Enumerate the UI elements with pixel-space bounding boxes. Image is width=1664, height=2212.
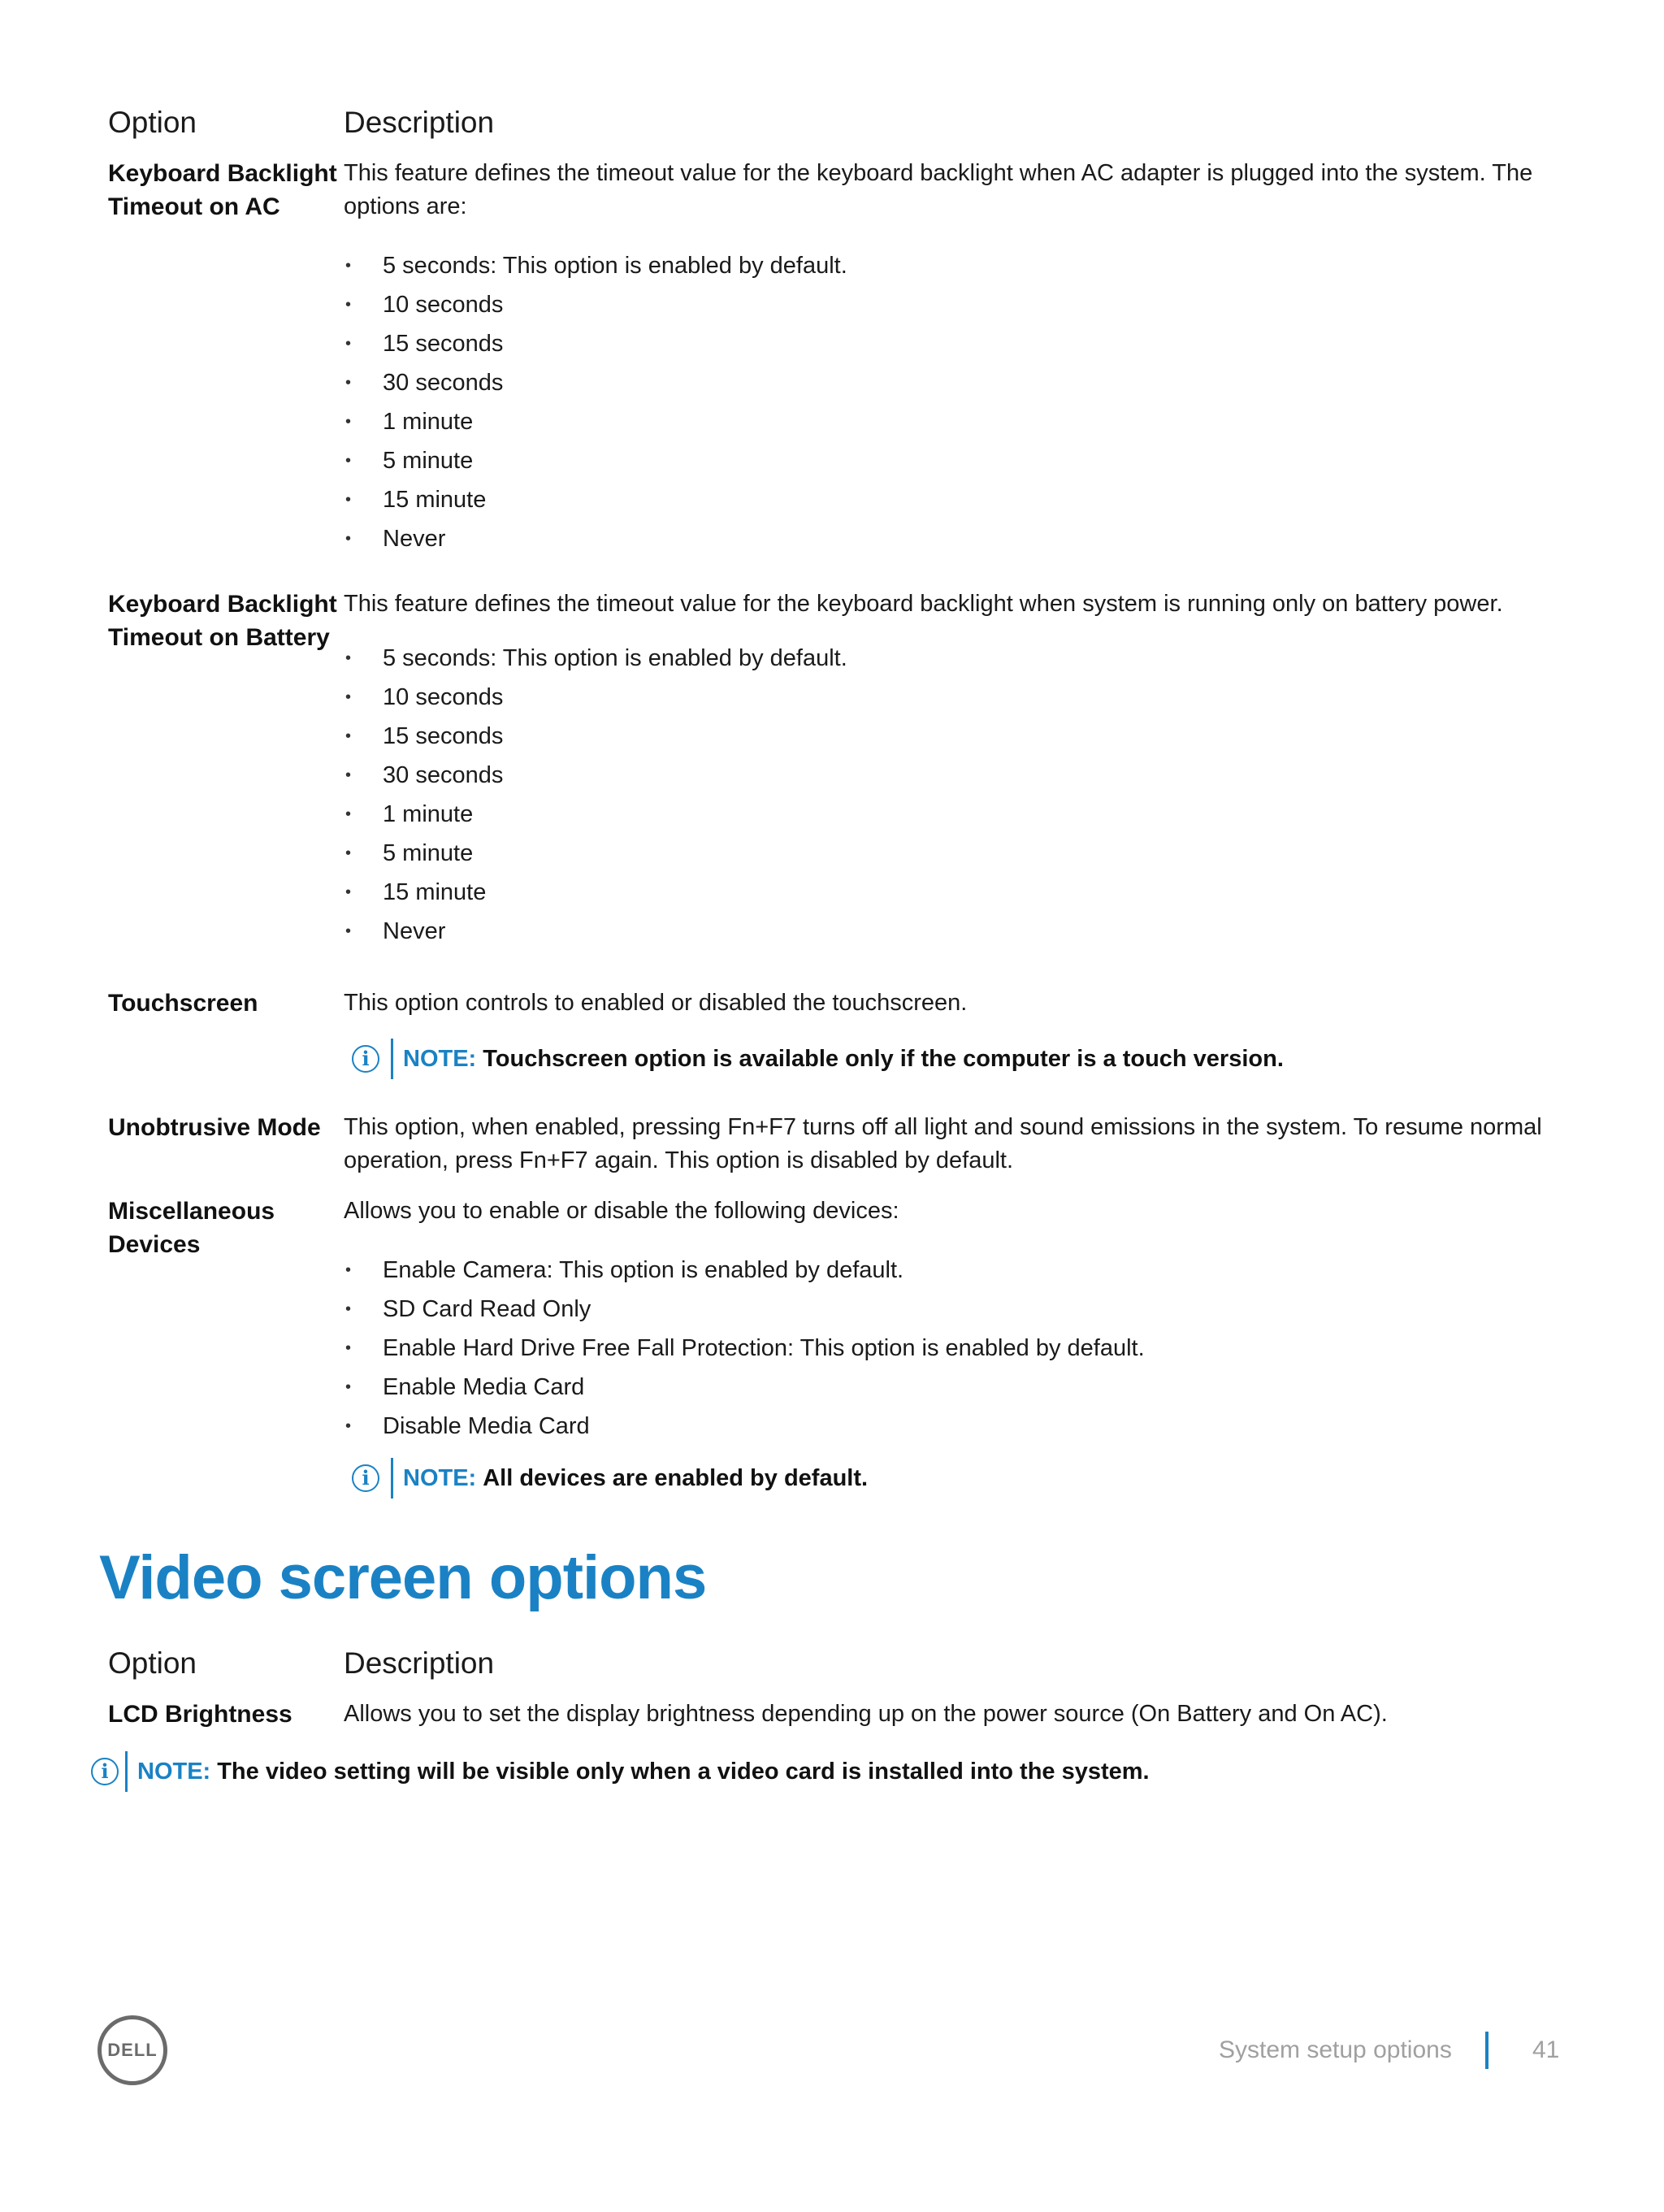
note <box>352 1038 1571 1080</box>
note-text: All devices are enabled by default. <box>483 1464 869 1491</box>
section-title: Video screen options <box>99 1543 707 1612</box>
options-list <box>344 246 1571 558</box>
note-divider <box>391 1458 393 1499</box>
info-icon: i <box>91 1758 119 1785</box>
option-name: LCD Brightness <box>108 1701 292 1728</box>
list-item: • 15 minute <box>344 480 1571 519</box>
list-item: • 15 seconds <box>344 324 1571 363</box>
list-item: • 5 seconds: This option is enabled by default. <box>344 246 1571 285</box>
option-name: Unobtrusive Mode <box>108 1114 321 1141</box>
note-divider <box>391 1039 393 1079</box>
option-description: Allows you to set the display brightness depending up on the power source (On Battery and On AC). <box>344 1701 1388 1727</box>
info-icon: i <box>352 1464 379 1492</box>
option-description: This option controls to enabled or disabled the touchscreen. <box>344 990 968 1016</box>
header-option: Option <box>108 1646 197 1680</box>
note-label: NOTE: <box>403 1464 477 1491</box>
list-item: • Enable Media Card <box>344 1368 1571 1407</box>
option-description: Allows you to enable or disable the following devices: <box>344 1198 899 1224</box>
footer-divider <box>1485 2032 1488 2069</box>
header-description: Description <box>344 106 495 139</box>
header-description: Description <box>344 1646 495 1680</box>
option-name: Miscellaneous Devices <box>108 1198 275 1258</box>
list-item: • SD Card Read Only <box>344 1290 1571 1329</box>
note-label: NOTE: <box>403 1045 477 1072</box>
note-text: Touchscreen option is available only if the computer is a touch version. <box>483 1045 1284 1072</box>
note-text: The video setting will be visible only when a video card is installed into the system. <box>217 1758 1150 1785</box>
list-item: • Never <box>344 912 1571 951</box>
footer-chapter: System setup options <box>1219 2036 1452 2063</box>
option-name: Touchscreen <box>108 990 258 1017</box>
page-number: 41 <box>1532 2036 1560 2063</box>
logo-text: DELL <box>107 2040 158 2060</box>
list-item: • 5 minute <box>344 441 1571 480</box>
dell-logo <box>98 2015 167 2085</box>
list-item: • 15 minute <box>344 873 1571 912</box>
option-description: This feature defines the timeout value for the keyboard backlight when AC adapter is plugged into the system. The options are: <box>344 160 1533 219</box>
info-icon: i <box>352 1045 379 1073</box>
list-item: • 10 seconds <box>344 285 1571 324</box>
option-description: This feature defines the timeout value for the keyboard backlight when system is running only on battery power. <box>344 591 1503 617</box>
list-item: • 30 seconds <box>344 756 1571 795</box>
list-item: • 5 seconds: This option is enabled by default. <box>344 639 1571 678</box>
list-item: • Enable Camera: This option is enabled by default. <box>344 1251 1571 1290</box>
note-label: NOTE: <box>137 1758 211 1785</box>
option-name: Keyboard Backlight Timeout on Battery <box>108 591 337 651</box>
list-item: • 1 minute <box>344 402 1571 441</box>
list-item: • Disable Media Card <box>344 1407 1571 1446</box>
list-item: • Never <box>344 519 1571 558</box>
list-item: • 15 seconds <box>344 717 1571 756</box>
note <box>352 1457 1571 1499</box>
list-item: • 1 minute <box>344 795 1571 834</box>
header-option: Option <box>108 106 197 139</box>
list-item: • Enable Hard Drive Free Fall Protection: This option is enabled by default. <box>344 1329 1571 1368</box>
option-name: Keyboard Backlight Timeout on AC <box>108 160 337 220</box>
list-item: • 5 minute <box>344 834 1571 873</box>
options-list <box>344 639 1571 951</box>
note-divider <box>125 1751 128 1792</box>
devices-list <box>344 1251 1571 1446</box>
section-note <box>91 1750 1150 1793</box>
list-item: • 10 seconds <box>344 678 1571 717</box>
option-description: This option, when enabled, pressing Fn+F7 turns off all light and sound emissions in the system. To resume normal operation, press Fn+F7 again. This option is disabled by default. <box>344 1114 1542 1173</box>
list-item: • 30 seconds <box>344 363 1571 402</box>
